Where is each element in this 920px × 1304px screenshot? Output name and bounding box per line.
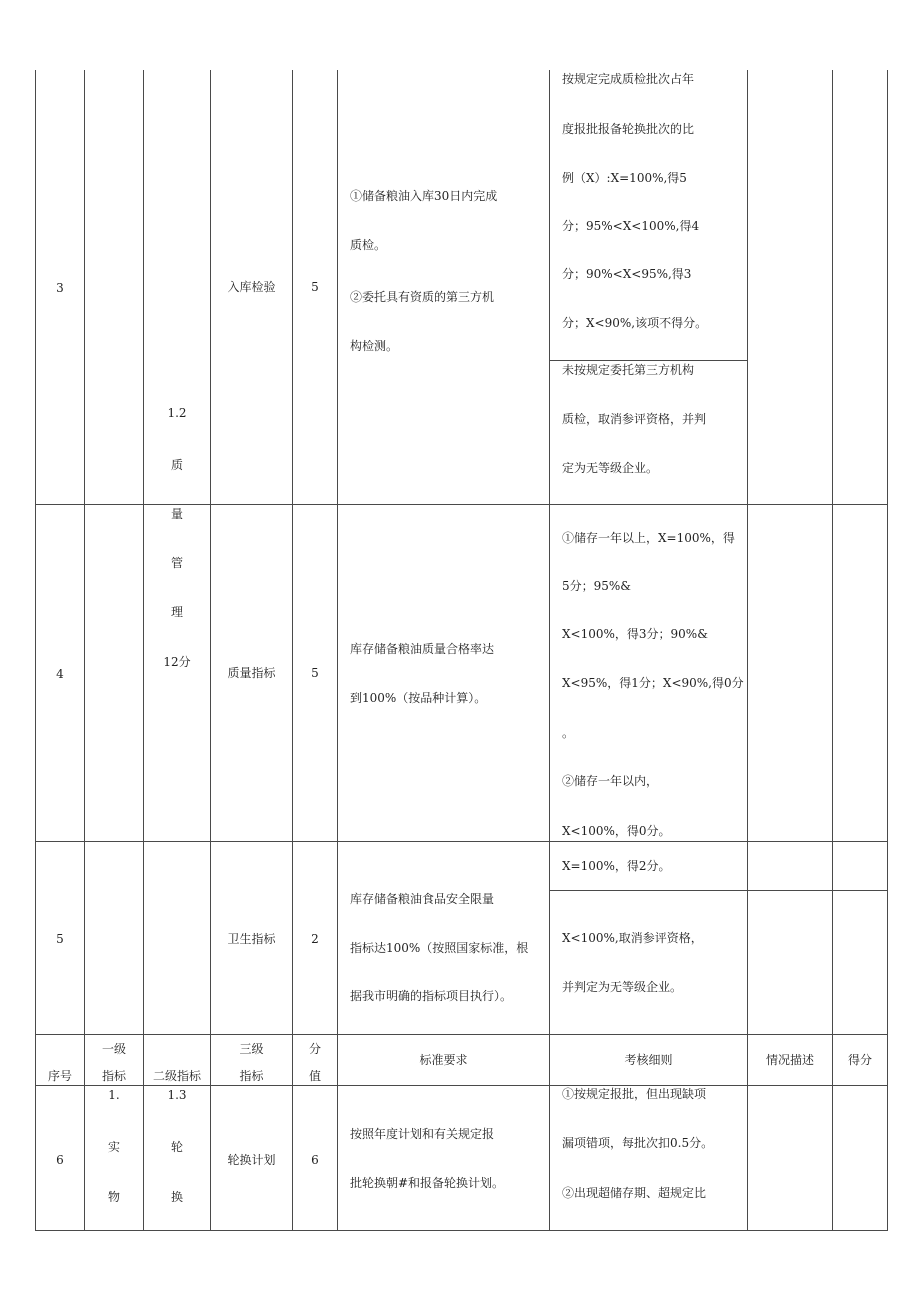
col-seq-right (84, 70, 85, 1231)
row-6-standard-line-2: 批轮换朝#和报备轮换计划。 (350, 1176, 505, 1190)
group-quality-char-2: 量 (170, 507, 183, 521)
col-level2-right (210, 70, 211, 1231)
row-3-rules-a-line-5: 分；90%<X<95%,得3 (562, 267, 692, 281)
col-level1-right (143, 70, 144, 1231)
header-level1-line-2: 指标 (101, 1069, 126, 1083)
row-6-rules-line-3: ②出现超储存期、超规定比 (562, 1186, 707, 1200)
row-3-rules-a-line-2: 度报批报备轮换批次的比 (562, 122, 695, 136)
row-5-rules-split (549, 890, 888, 891)
row-4-score: 5 (311, 666, 319, 680)
row-5-score: 2 (311, 932, 319, 946)
row-3-rules-b-line-3: 定为无等级企业。 (562, 461, 659, 475)
row-5-item: 卫生指标 (227, 932, 276, 946)
row-5-standard-line-1: 库存储备粮油食品安全限量 (350, 892, 495, 906)
row-4-rules-line-2: 5分；95%& (562, 579, 631, 593)
row-6-level1-line-2: 实 (107, 1140, 120, 1154)
row-3-standard-line-3: ②委托具有资质的第三方机 (350, 290, 495, 304)
header-level2: 二级指标 (152, 1069, 201, 1083)
header-level3-line-2: 指标 (239, 1069, 264, 1083)
row-6-seq: 6 (56, 1153, 64, 1167)
col-left-border (35, 70, 36, 1231)
row-5-standard-line-3: 据我市明确的指标项目执行）。 (350, 989, 513, 1003)
row-4-standard-line-2: 到100%（按品种计算）。 (350, 691, 487, 705)
row-3-rules-a-line-6: 分；X<90%,该项不得分。 (562, 316, 708, 330)
group-quality-code: 1.2 (167, 406, 187, 420)
group-quality-points: 12分 (163, 655, 191, 669)
group-quality-char-4: 理 (170, 605, 183, 619)
header-seq: 序号 (47, 1069, 72, 1083)
group-quality-char-1: 质 (170, 458, 183, 472)
row-3-standard-line-1: ①储备粮油入库30日内完成 (350, 189, 498, 203)
row-6-bottom-rule (35, 1230, 888, 1231)
header-score-line-1: 分 (308, 1042, 321, 1056)
row-3-rules-a-line-3: 例（X）:X=100%,得5 (562, 171, 687, 185)
header-bottom-rule (35, 1085, 888, 1086)
row-4-bottom-rule (35, 841, 888, 842)
row-3-bottom-rule (35, 504, 888, 505)
row-4-rules-line-3: X<100%，得3分；90%& (562, 627, 708, 641)
header-level3-line-1: 三级 (239, 1042, 264, 1056)
row-3-standard-line-2: 质检。 (350, 238, 387, 252)
row-6-rules-line-1: ①按规定报批，但出现缺项 (562, 1087, 707, 1101)
col-level3-right (292, 70, 293, 1231)
header-standard: 标准要求 (419, 1053, 468, 1067)
row-3-rules-a-line-1: 按规定完成质检批次占年 (562, 72, 695, 86)
row-6-level2-line-1: 1.3 (167, 1088, 187, 1102)
row-3-rules-b-line-1: 未按规定委托第三方机构 (562, 363, 695, 377)
row-3-score: 5 (311, 280, 319, 294)
row-6-item: 轮换计划 (227, 1153, 276, 1167)
row-6-level2-line-2: 轮 (170, 1140, 183, 1154)
row-6-level1-line-3: 物 (107, 1190, 120, 1204)
header-got-score: 得分 (847, 1053, 872, 1067)
header-rules: 考核细则 (624, 1053, 673, 1067)
row-5-standard-line-2: 指标达100%（按照国家标准，根 (350, 941, 529, 955)
row-3-item: 入库检验 (227, 280, 276, 294)
row-3-rules-b-line-2: 质检，取消参评资格，并判 (562, 412, 707, 426)
header-score-line-2: 值 (308, 1069, 321, 1083)
row-4-rules-line-4: X<95%，得1分；X<90%,得0分 (562, 676, 744, 690)
row-3-standard-line-4: 构检测。 (350, 339, 399, 353)
row-4-item: 质量指标 (227, 666, 276, 680)
row-5-rules-a-line-1: X=100%，得2分。 (562, 859, 671, 873)
row-6-level2-line-3: 换 (170, 1190, 183, 1204)
group-quality-char-3: 管 (170, 556, 183, 570)
row-4-standard-line-1: 库存储备粮油质量合格率达 (350, 642, 495, 656)
header-situation: 情况描述 (765, 1053, 814, 1067)
row-4-seq: 4 (56, 667, 64, 681)
row-5-rules-b-line-2: 并判定为无等级企业。 (562, 980, 683, 994)
header-level1-line-1: 一级 (101, 1042, 126, 1056)
row-4-rules-line-6: ②储存一年以内， (562, 774, 659, 788)
row-3-rules-a-line-4: 分；95%<X<100%,得4 (562, 219, 700, 233)
row-6-level1-line-1: 1. (108, 1088, 120, 1102)
row-3-rules-split (549, 360, 747, 361)
row-4-rules-line-7: X<100%，得0分。 (562, 824, 671, 838)
row-3-seq: 3 (56, 281, 64, 295)
row-4-rules-line-5: 。 (562, 726, 575, 740)
row-6-standard-line-1: 按照年度计划和有关规定报 (350, 1127, 495, 1141)
row-5-bottom-rule (35, 1034, 888, 1035)
row-6-rules-line-2: 漏项错项，每批次扣0.5分。 (562, 1136, 714, 1150)
row-5-seq: 5 (56, 932, 64, 946)
row-6-score: 6 (311, 1153, 319, 1167)
row-4-rules-line-1: ①储存一年以上，X=100%，得 (562, 531, 735, 545)
row-5-rules-b-line-1: X<100%,取消参评资格， (562, 931, 703, 945)
